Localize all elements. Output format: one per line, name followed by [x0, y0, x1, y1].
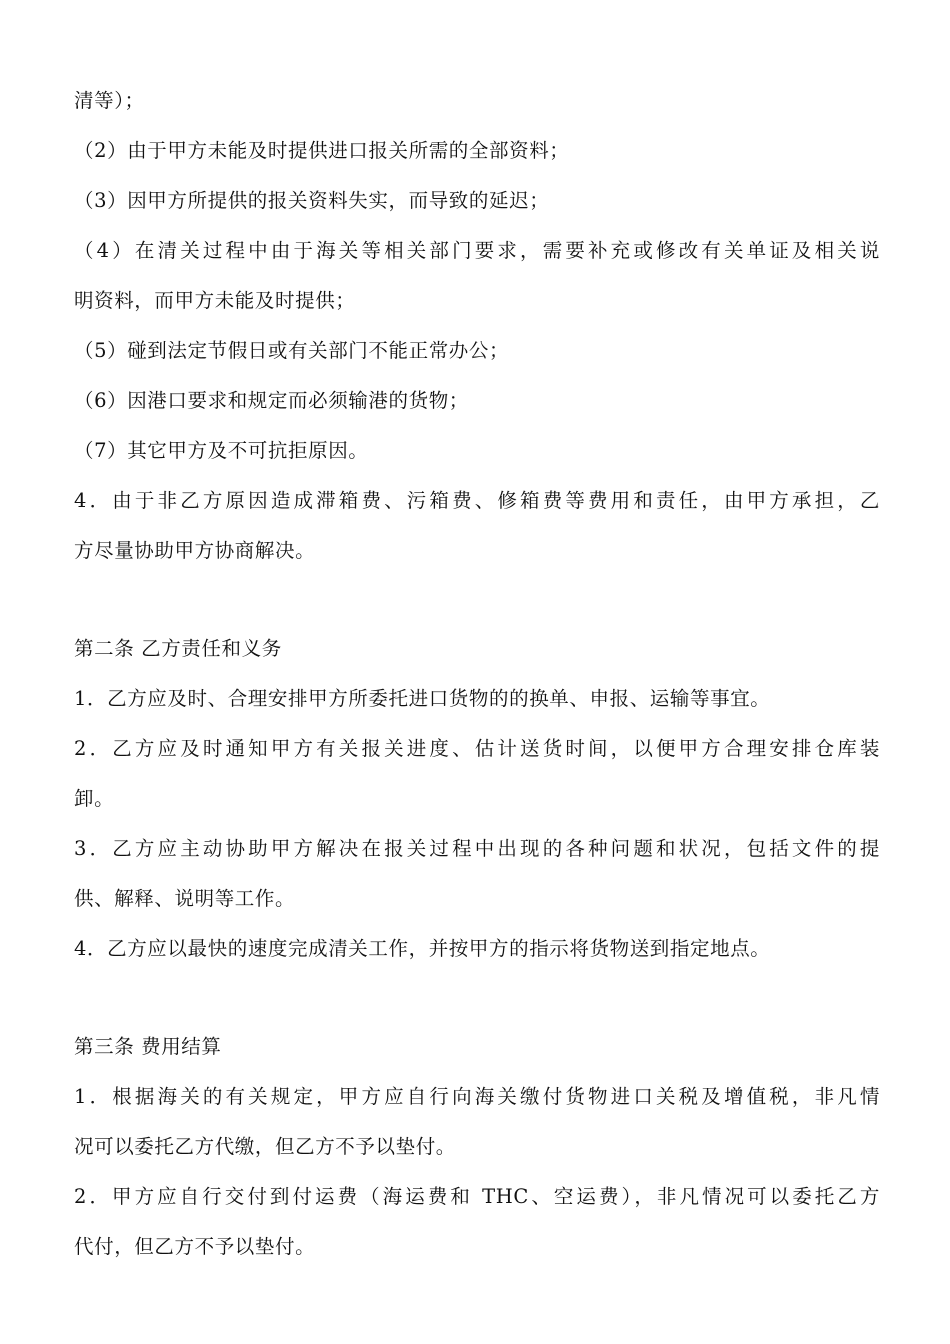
text-line: 卸。: [74, 787, 115, 810]
text-line: （4）在清关过程中由于海关等相关部门要求，需要补充或修改有关单证及相关说: [74, 239, 880, 262]
text-line: 2．甲方应自行交付到付运费（海运费和 THC、空运费），非凡情况可以委托乙方: [74, 1185, 880, 1208]
text-line: （3）因甲方所提供的报关资料失实，而导致的延迟；: [74, 189, 550, 212]
text-line: （2）由于甲方未能及时提供进口报关所需的全部资料；: [74, 139, 570, 162]
text-line: 代付，但乙方不予以垫付。: [74, 1235, 316, 1258]
text-line: （7）其它甲方及不可抗拒原因。: [74, 439, 369, 462]
text-line: 4．乙方应以最快的速度完成清关工作，并按甲方的指示将货物送到指定地点。: [74, 937, 771, 960]
text-line: 供、解释、说明等工作。: [74, 887, 296, 910]
text-line: 1．根据海关的有关规定，甲方应自行向海关缴付货物进口关税及增值税，非凡情: [74, 1085, 880, 1108]
text-line: 清等）；: [74, 89, 145, 112]
text-line: 2．乙方应及时通知甲方有关报关进度、估计送货时间，以便甲方合理安排仓库装: [74, 737, 880, 760]
text-line: 况可以委托乙方代缴，但乙方不予以垫付。: [74, 1135, 456, 1158]
text-line: 3．乙方应主动协助甲方解决在报关过程中出现的各种问题和状况，包括文件的提: [74, 837, 880, 860]
text-line: 4．由于非乙方原因造成滞箱费、污箱费、修箱费等费用和责任，由甲方承担，乙: [74, 489, 880, 512]
section-heading: 第二条 乙方责任和义务: [74, 637, 282, 660]
text-line: （6）因港口要求和规定而必须输港的货物；: [74, 389, 469, 412]
text-line: （5）碰到法定节假日或有关部门不能正常办公；: [74, 339, 510, 362]
text-line: 1．乙方应及时、合理安排甲方所委托进口货物的的换单、申报、运输等事宜。: [74, 687, 771, 710]
section-heading: 第三条 费用结算: [74, 1035, 222, 1058]
text-line: 方尽量协助甲方协商解决。: [74, 539, 316, 562]
text-line: 明资料，而甲方未能及时提供；: [74, 289, 356, 312]
